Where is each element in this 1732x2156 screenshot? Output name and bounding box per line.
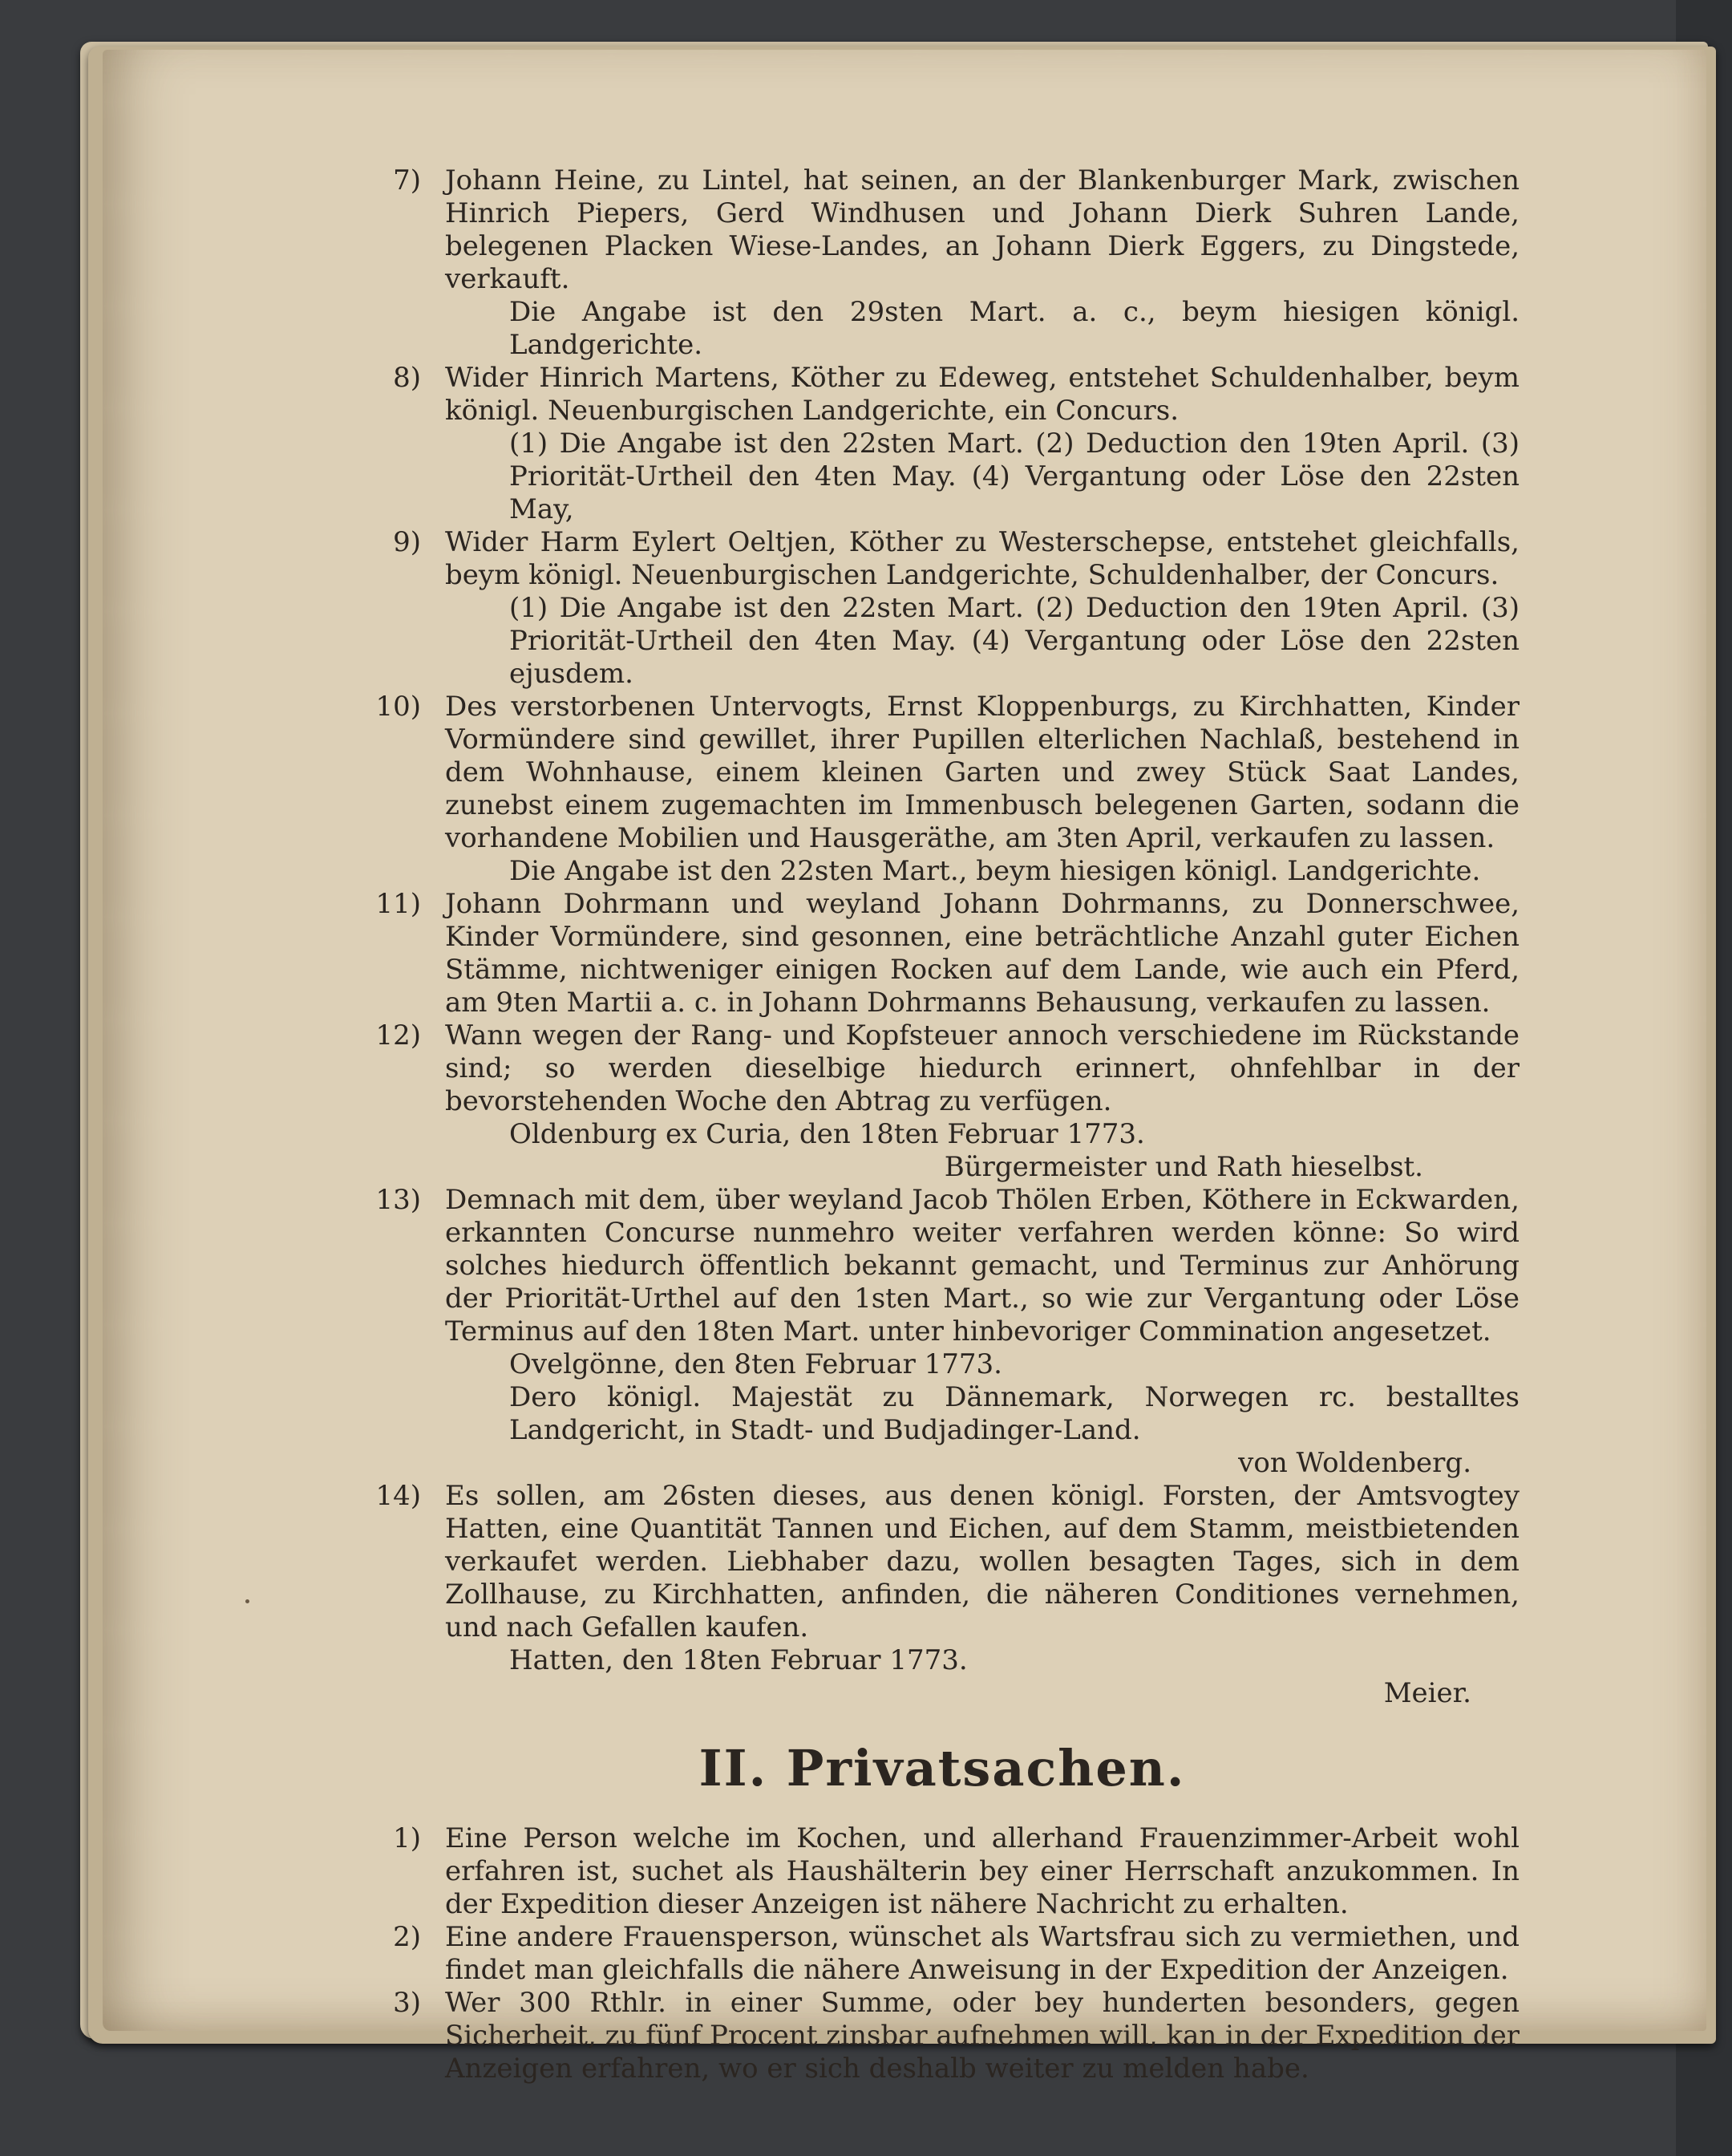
notice-number: 3) [393,1987,421,2019]
notice-entry [365,1480,1520,1710]
notice-number: 11) [375,888,421,920]
notice-text: Es sollen, am 26sten dieses, aus denen königl. Forsten, der Amtsvogtey Hatten, eine Quantität Tannen und Eichen, auf dem Stamm, meistbietenden verkaufet werden. Liebhaber dazu, wollen besagten Tages, sich in dem Zollhause, zu Kirchhatten, anfinden, die näheren Conditiones vernehmen, und nach Gefallen kaufen. [445,1480,1520,1643]
notice-signature: Meier. [1383,1677,1471,1709]
notice-text: Des verstorbenen Untervogts, Ernst Kloppenburgs, zu Kirchhatten, Kinder Vormündere sind gewillet, ihrer Pupillen elterlichen Nachlaß, bestehend in dem Wohnhause, einem kleinen Garten und zwey Stück Saat Landes, zunebst einem zugemachten im Immenbusch belegenen Garten, sodann die vorhandene Mobilien und Hausgeräthe, am 3ten April, verkaufen zu lassen. [445,691,1520,854]
notice-number: 2) [393,1921,421,1953]
notice-number: 13) [375,1184,421,1216]
notice-number: 14) [375,1480,421,1512]
notice-text: Eine andere Frauensperson, wünschet als Wartsfrau sich zu vermiethen, und findet man gleichfalls die nähere Anweisung in der Expedition der Anzeigen. [445,1921,1520,1986]
private-notices [365,1822,1520,2085]
notice-text: Wider Harm Eylert Oeltjen, Köther zu Westerschepse, entstehet gleichfalls, beym königl. Neuenburgischen Landgerichte, Schuldenhalber, der Concurs. [445,526,1520,591]
official-notices [365,164,1520,1710]
notice-entry [365,362,1520,526]
notice-detail: Hatten, den 18ten Februar 1773. [509,1644,968,1676]
notice-text: Wer 300 Rthlr. in einer Summe, oder bey hunderten besonders, gegen Sicherheit, zu fünf Procent zinsbar aufnehmen will, kan in der Expedition der Anzeigen erfahren, wo er sich deshalb weiter zu melden habe. [445,1987,1520,2085]
notice-text: Johann Heine, zu Lintel, hat seinen, an der Blankenburger Mark, zwischen Hinrich Piepers, Gerd Windhusen und Johann Dierk Suhren Lande, belegenen Placken Wiese-Landes, an Johann Dierk Eggers, zu Dingstede, verkauft. [445,164,1520,295]
notice-number: 9) [393,526,421,558]
notice-detail: Ovelgönne, den 8ten Februar 1773. [509,1348,1002,1380]
private-notice-entry [365,1987,1520,2085]
notice-text: Wider Hinrich Martens, Köther zu Edeweg, entstehet Schuldenhalber, beym königl. Neuenburgischen Landgerichte, ein Concurs. [445,362,1520,427]
notice-number: 12) [375,1019,421,1052]
notice-detail: (1) Die Angabe ist den 22sten Mart. (2) Deduction den 19ten April. (3) Priorität-Urtheil den 4ten May. (4) Vergantung oder Löse den 22sten May, [509,428,1520,525]
notice-detail: Oldenburg ex Curia, den 18ten Februar 1773. [509,1118,1145,1150]
notice-entry [365,526,1520,691]
notice-entry [365,1019,1520,1184]
notice-number: 1) [393,1822,421,1854]
page-text [365,164,1520,2085]
notice-text: Wann wegen der Rang- und Kopfsteuer annoch verschiedene im Rückstande sind; so werden dieselbige hiedurch erinnert, ohnfehlbar in der bevorstehenden Woche den Abtrag zu verfügen. [445,1019,1520,1117]
paper-speck [245,1599,249,1603]
notice-text: Johann Dohrmann und weyland Johann Dohrmanns, zu Donnerschwee, Kinder Vormündere, sind gesonnen, eine beträchtliche Anzahl guter Eichen Stämme, nichtweniger einigen Rocken auf dem Lande, wie auch ein Pferd, am 9ten Martii a. c. in Johann Dohrmanns Behausung, verkaufen zu lassen. [445,888,1520,1019]
notice-detail: Die Angabe ist den 22sten Mart., beym hiesigen königl. Landgerichte. [509,855,1481,887]
notice-detail: (1) Die Angabe ist den 22sten Mart. (2) Deduction den 19ten April. (3) Priorität-Urtheil den 4ten May. (4) Vergantung oder Löse den 22sten ejusdem. [509,592,1520,690]
notice-signature: Bürgermeister und Rath hieselbst. [944,1151,1423,1183]
notice-text: Eine Person welche im Kochen, und allerhand Frauenzimmer-Arbeit wohl erfahren ist, suchet als Haushälterin bey einer Herrschaft anzukommen. In der Expedition dieser Anzeigen ist nähere Nachricht zu erhalten. [445,1822,1520,1920]
private-notice-entry [365,1921,1520,1987]
notice-number: 7) [393,164,421,197]
notice-entry [365,164,1520,362]
notice-signature: von Woldenberg. [1238,1447,1471,1479]
notice-text: Demnach mit dem, über weyland Jacob Thölen Erben, Köthere in Eckwarden, erkannten Concurse nunmehro weiter verfahren werden könne: So wird solches hiedurch öffentlich bekannt gemacht, und Terminus zur Anhörung der Priorität-Urthel auf den 1sten Mart., so wie zur Vergantung oder Löse Terminus auf den 18ten Mart. unter hinbevoriger Commination angesetzet. [445,1184,1520,1348]
notice-entry [365,1184,1520,1480]
notice-entry [365,888,1520,1019]
notice-entry [365,691,1520,888]
section-title: II. Privatsachen. [698,1739,1186,1797]
notice-number: 8) [393,362,421,394]
notice-detail: Dero königl. Majestät zu Dännemark, Norwegen rc. bestalltes Landgericht, in Stadt- und Budjadinger-Land. [509,1381,1520,1446]
notice-number: 10) [375,691,421,723]
private-notice-entry [365,1822,1520,1921]
notice-detail: Die Angabe ist den 29sten Mart. a. c., beym hiesigen königl. Landgerichte. [509,296,1520,361]
